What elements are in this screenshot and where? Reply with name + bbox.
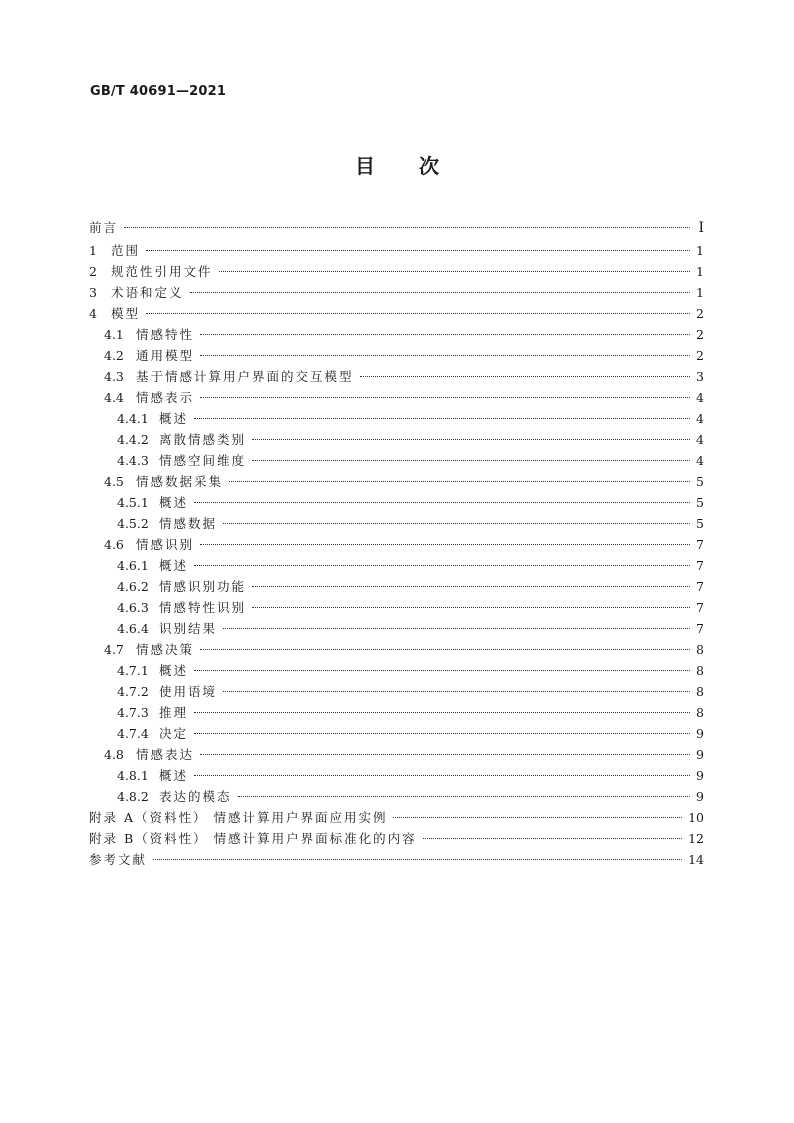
toc-entry[interactable] — [89, 702, 704, 723]
toc-entry-page: 7 — [696, 579, 704, 594]
toc-entry-page: 5 — [696, 516, 704, 531]
toc-entry-number: 4.2 — [104, 348, 124, 363]
toc-entry-number: 4.5.1 — [117, 495, 149, 510]
toc-entry-label: 情感识别 — [136, 537, 195, 552]
toc-entry-label: 决定 — [159, 726, 189, 741]
toc-dot-leader — [223, 628, 690, 629]
toc-entry-page: 9 — [696, 747, 704, 762]
toc-entry-label: 离散情感类别 — [159, 432, 247, 447]
toc-dot-leader — [146, 313, 690, 314]
toc-dot-leader — [194, 733, 690, 734]
toc-entry-number: 4.8.1 — [117, 768, 149, 783]
toc-entry-number: 4.4.2 — [117, 432, 149, 447]
toc-entry-label: 基于情感计算用户界面的交互模型 — [136, 369, 354, 384]
toc-entry[interactable] — [89, 513, 704, 534]
toc-entry[interactable] — [89, 807, 704, 828]
toc-entry[interactable] — [89, 492, 704, 513]
toc-entry-page: 4 — [696, 432, 704, 447]
toc-title-char-1: 目 — [355, 154, 375, 178]
toc-entry-label: 概述 — [159, 558, 189, 573]
toc-entry-page: 10 — [688, 810, 704, 825]
toc-entry[interactable] — [89, 216, 704, 240]
toc-entry-number: 4.7.1 — [117, 663, 149, 678]
toc-entry[interactable] — [89, 765, 704, 786]
toc-entry[interactable] — [89, 618, 704, 639]
toc-entry[interactable] — [89, 828, 704, 849]
toc-dot-leader — [360, 376, 690, 377]
toc-dot-leader — [194, 502, 690, 503]
toc-entry-label: 前言 — [89, 220, 119, 235]
toc-entry-page: 8 — [696, 663, 704, 678]
toc-entry[interactable] — [89, 849, 704, 870]
toc-entry[interactable] — [89, 240, 704, 261]
toc-entry-label: 情感特性识别 — [159, 600, 247, 615]
toc-dot-leader — [252, 586, 690, 587]
toc-entry-label: 概述 — [159, 411, 189, 426]
toc-entry-page: 2 — [696, 327, 704, 342]
toc-dot-leader — [124, 227, 690, 228]
toc-dot-leader — [219, 271, 690, 272]
toc-entry-number: 4.8.2 — [117, 789, 149, 804]
toc-entry[interactable] — [89, 576, 704, 597]
toc-dot-leader — [229, 481, 690, 482]
toc-dot-leader — [190, 292, 690, 293]
toc-dot-leader — [200, 355, 690, 356]
toc-entry[interactable] — [89, 555, 704, 576]
toc-entry-label: 情感特性 — [136, 327, 195, 342]
toc-entry[interactable] — [89, 303, 704, 324]
toc-dot-leader — [223, 691, 690, 692]
toc-entry-number: 4.7.3 — [117, 705, 149, 720]
toc-title-char-2: 次 — [419, 154, 439, 178]
toc-dot-leader — [153, 859, 682, 860]
toc-entry[interactable] — [89, 681, 704, 702]
toc-entry-number: 4.6.2 — [117, 579, 149, 594]
toc-entry-number: 4.6.4 — [117, 621, 149, 636]
toc-entry-label: 附录 A（资料性） 情感计算用户界面应用实例 — [89, 810, 388, 825]
toc-dot-leader — [393, 817, 682, 818]
toc-entry-number: 4.3 — [104, 369, 124, 384]
toc-entry-number: 4 — [89, 306, 97, 321]
toc-entry-number: 4.6 — [104, 537, 124, 552]
toc-entry[interactable] — [89, 366, 704, 387]
toc-entry-page: Ⅰ — [698, 220, 704, 236]
toc-entry-page: 9 — [696, 789, 704, 804]
toc-entry-number: 2 — [89, 264, 97, 279]
toc-entry-page: 7 — [696, 621, 704, 636]
toc-entry-label: 情感决策 — [136, 642, 195, 657]
toc-entry[interactable] — [89, 534, 704, 555]
toc-entry-page: 9 — [696, 768, 704, 783]
toc-entry-page: 3 — [696, 369, 704, 384]
toc-dot-leader — [238, 796, 690, 797]
toc-entry[interactable] — [89, 723, 704, 744]
toc-entry[interactable] — [89, 786, 704, 807]
toc-entry[interactable] — [89, 387, 704, 408]
toc-dot-leader — [423, 838, 682, 839]
toc-entry-number: 3 — [89, 285, 97, 300]
toc-dot-leader — [194, 418, 690, 419]
toc-entry-label: 参考文献 — [89, 852, 148, 867]
toc-dot-leader — [200, 334, 690, 335]
toc-entry-page: 5 — [696, 474, 704, 489]
toc-title — [0, 150, 794, 179]
toc-entry-page: 12 — [688, 831, 704, 846]
toc-entry[interactable] — [89, 639, 704, 660]
toc-entry-label: 情感识别功能 — [159, 579, 247, 594]
toc-entry[interactable] — [89, 261, 704, 282]
toc-entry-label: 附录 B（资料性） 情感计算用户界面标准化的内容 — [89, 831, 417, 846]
toc-dot-leader — [223, 523, 690, 524]
toc-entry-number: 4.6.3 — [117, 600, 149, 615]
toc-entry-label: 推理 — [159, 705, 189, 720]
toc-entry-label: 通用模型 — [136, 348, 195, 363]
toc-entry[interactable] — [89, 471, 704, 492]
toc-entry-number: 4.1 — [104, 327, 124, 342]
toc-dot-leader — [194, 775, 690, 776]
toc-entry-page: 9 — [696, 726, 704, 741]
toc-entry-page: 14 — [688, 852, 704, 867]
toc-entry-label: 情感数据采集 — [136, 474, 224, 489]
toc-entry[interactable] — [89, 660, 704, 681]
toc-dot-leader — [200, 544, 690, 545]
toc-dot-leader — [146, 250, 690, 251]
toc-entry-number: 1 — [89, 243, 97, 258]
toc-entry-page: 8 — [696, 705, 704, 720]
toc-entry[interactable] — [89, 345, 704, 366]
toc-entry[interactable] — [89, 744, 704, 765]
toc-entry-number: 4.4.3 — [117, 453, 149, 468]
toc-dot-leader — [252, 607, 690, 608]
toc-entry-page: 4 — [696, 390, 704, 405]
toc-entry-number: 4.7.2 — [117, 684, 149, 699]
toc-entry-label: 情感数据 — [159, 516, 218, 531]
toc-entry-label: 表达的模态 — [159, 789, 232, 804]
toc-entry-page: 7 — [696, 600, 704, 615]
toc-entry-label: 情感表达 — [136, 747, 195, 762]
toc-entry-number: 4.7.4 — [117, 726, 149, 741]
toc-entry[interactable] — [89, 324, 704, 345]
toc-entry-number: 4.6.1 — [117, 558, 149, 573]
toc-entry-label: 使用语境 — [159, 684, 218, 699]
toc-entry-label: 概述 — [159, 495, 189, 510]
toc-entry-label: 概述 — [159, 663, 189, 678]
table-of-contents — [89, 216, 704, 870]
toc-entry[interactable] — [89, 408, 704, 429]
toc-entry-label: 规范性引用文件 — [111, 264, 213, 279]
toc-dot-leader — [252, 439, 690, 440]
toc-entry[interactable] — [89, 282, 704, 303]
toc-entry-page: 5 — [696, 495, 704, 510]
toc-entry[interactable] — [89, 429, 704, 450]
toc-dot-leader — [200, 754, 690, 755]
toc-dot-leader — [200, 649, 690, 650]
toc-entry-number: 4.5.2 — [117, 516, 149, 531]
document-code: GB/T 40691—2021 — [90, 84, 227, 99]
toc-entry-page: 2 — [696, 306, 704, 321]
toc-entry-label: 概述 — [159, 768, 189, 783]
toc-entry-number: 4.8 — [104, 747, 124, 762]
toc-dot-leader — [194, 712, 690, 713]
toc-entry-number: 4.4.1 — [117, 411, 149, 426]
toc-entry-page: 8 — [696, 684, 704, 699]
toc-entry-number: 4.5 — [104, 474, 124, 489]
toc-entry-page: 1 — [696, 243, 704, 258]
toc-entry-page: 1 — [696, 264, 704, 279]
toc-entry-page: 7 — [696, 537, 704, 552]
toc-entry-page: 2 — [696, 348, 704, 363]
toc-entry-page: 1 — [696, 285, 704, 300]
toc-entry-label: 情感表示 — [136, 390, 195, 405]
toc-entry-page: 8 — [696, 642, 704, 657]
toc-dot-leader — [194, 565, 690, 566]
toc-entry-page: 4 — [696, 411, 704, 426]
toc-entry[interactable] — [89, 597, 704, 618]
toc-entry-label: 情感空间维度 — [159, 453, 247, 468]
toc-dot-leader — [200, 397, 690, 398]
toc-entry-label: 识别结果 — [159, 621, 218, 636]
toc-dot-leader — [194, 670, 690, 671]
toc-entry-label: 术语和定义 — [111, 285, 184, 300]
toc-entry-page: 4 — [696, 453, 704, 468]
toc-entry-number: 4.4 — [104, 390, 124, 405]
toc-entry-label: 范围 — [111, 243, 141, 258]
toc-entry-label: 模型 — [111, 306, 141, 321]
toc-entry[interactable] — [89, 450, 704, 471]
toc-dot-leader — [252, 460, 690, 461]
toc-entry-page: 7 — [696, 558, 704, 573]
toc-entry-number: 4.7 — [104, 642, 124, 657]
